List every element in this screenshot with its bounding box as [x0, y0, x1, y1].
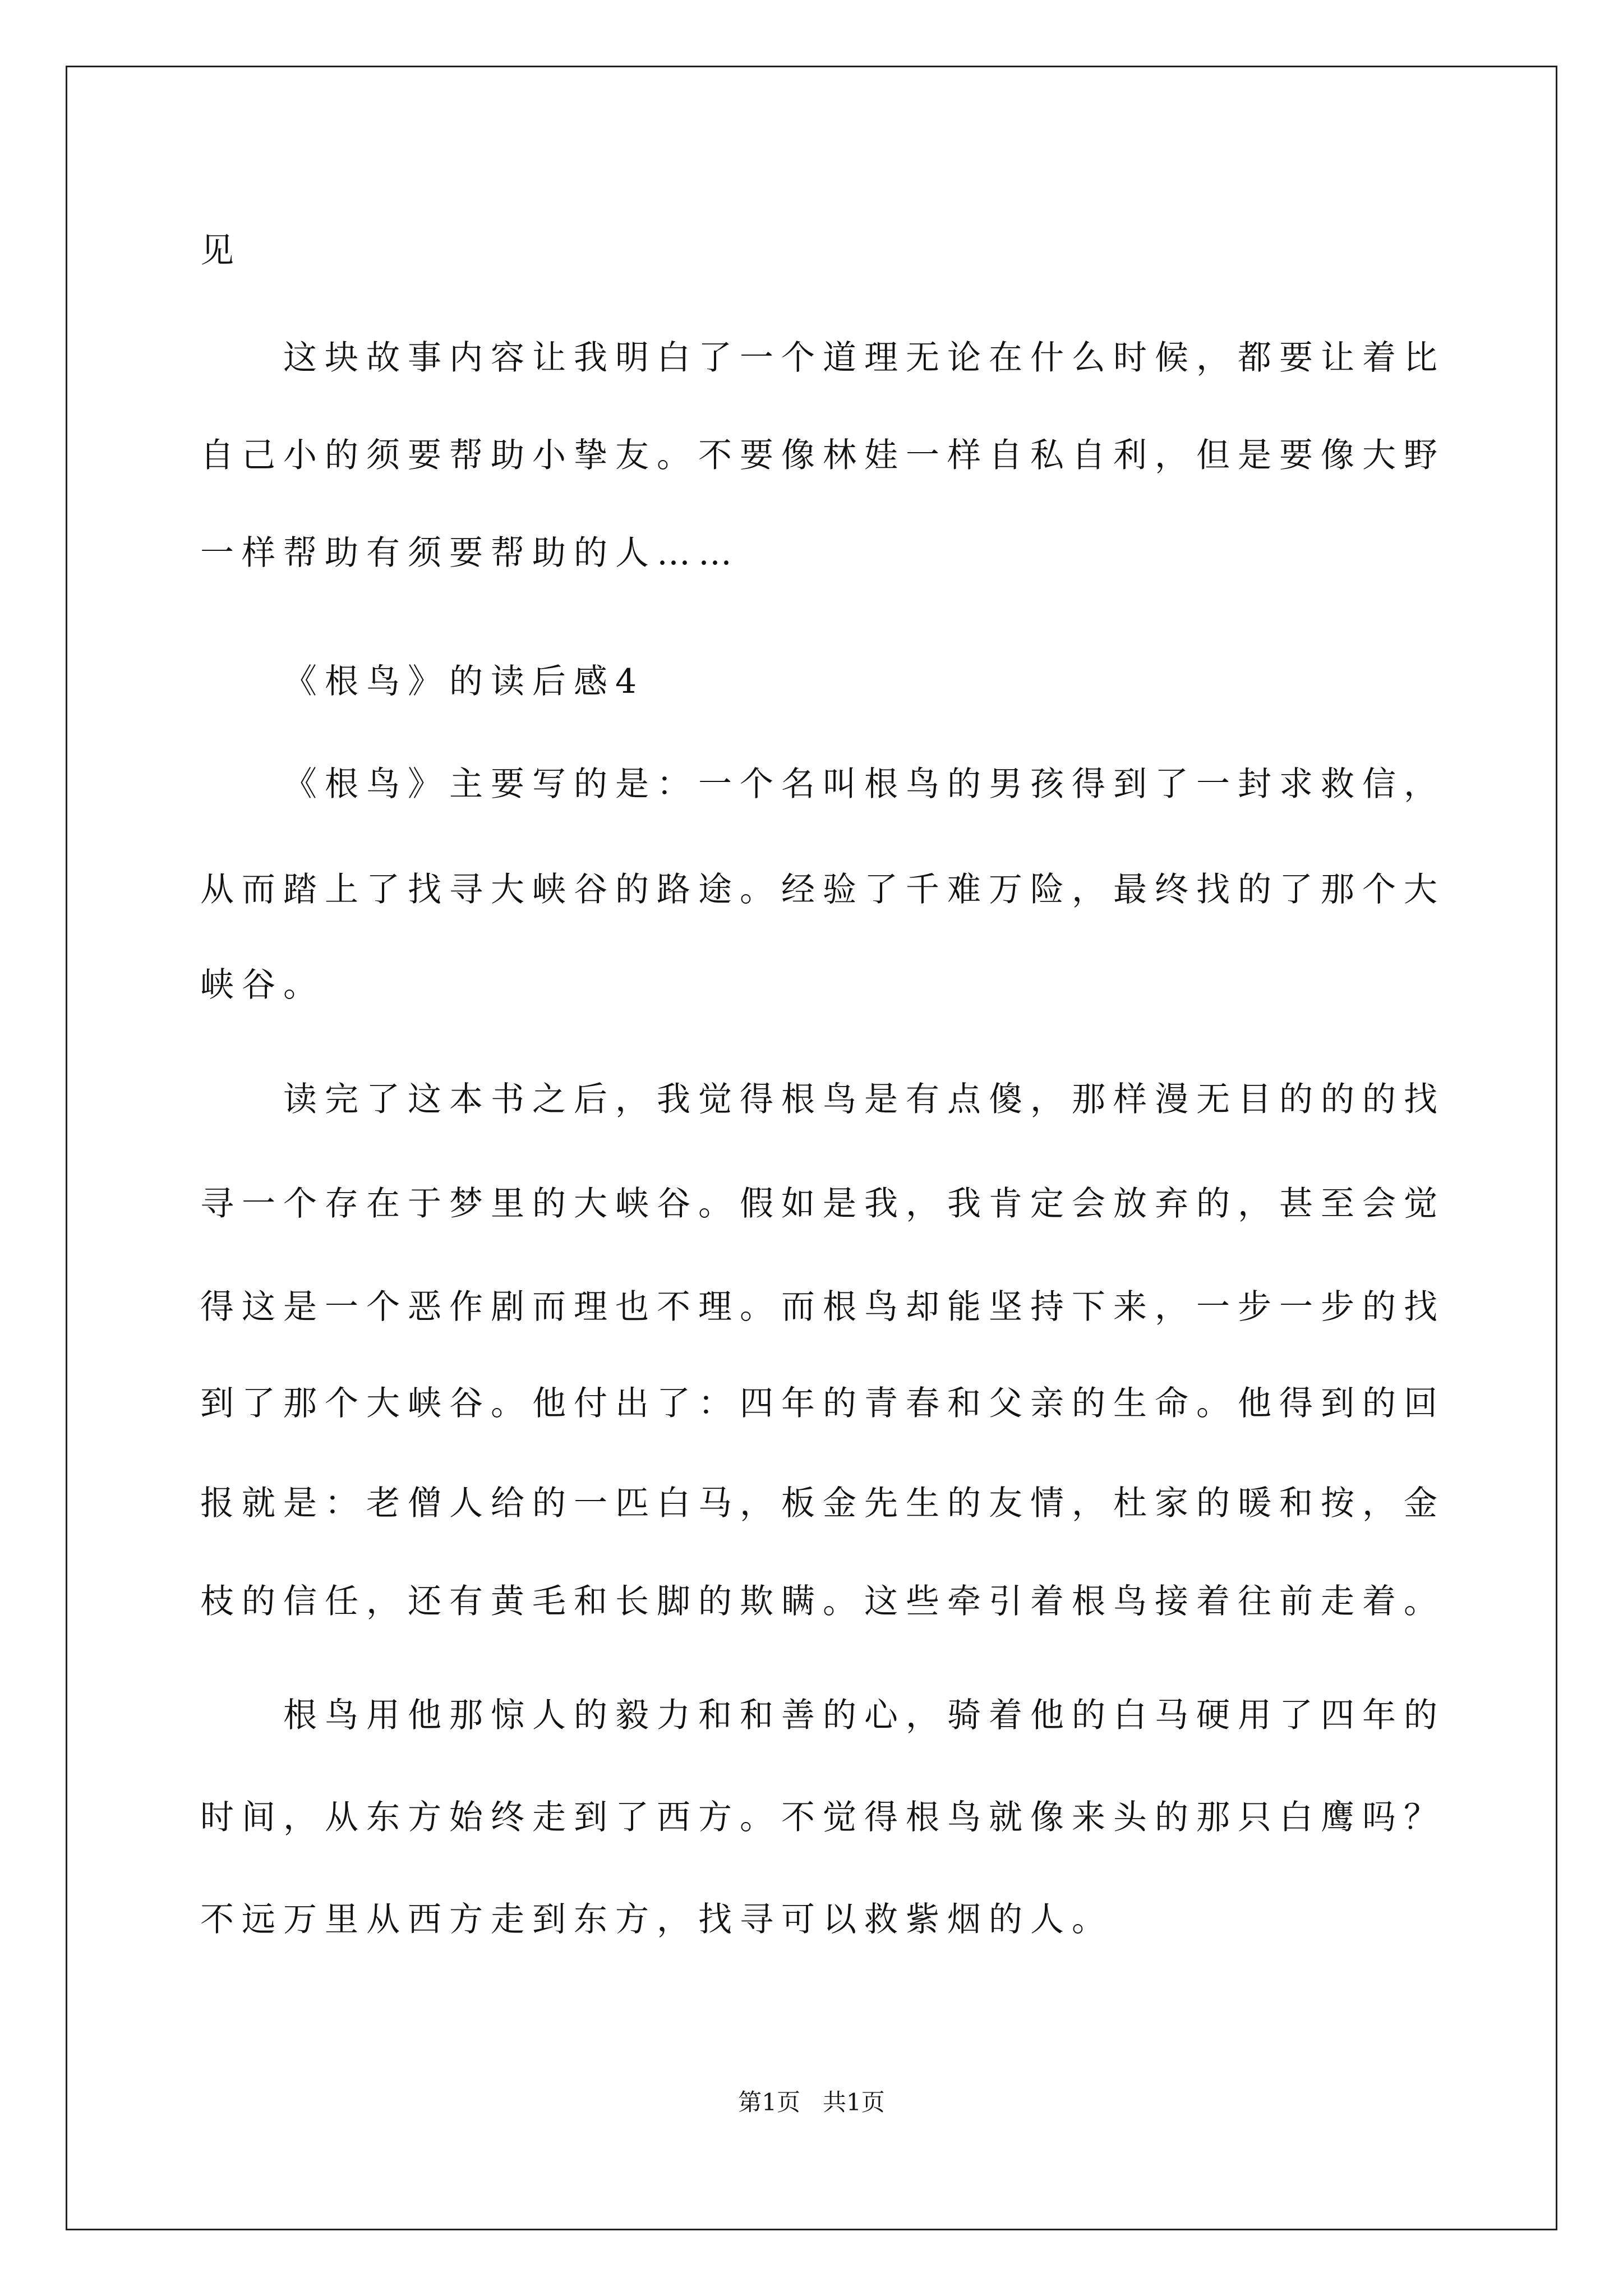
text-line: 枝的信任，还有黄毛和长脚的欺瞒。这些牵引着根鸟接着往前走着。: [200, 1582, 1445, 1621]
text-line: 峡谷。: [200, 965, 325, 1005]
paragraph-line: 《根鸟》主要写的是：一个名叫根鸟的男孩得到了一封求救信，: [283, 765, 1445, 804]
paragraph-line: 这块故事内容让我明白了一个道理无论在什么时候，都要让着比: [283, 338, 1445, 378]
text-line: 时间，从东方始终走到了西方。不觉得根鸟就像来头的那只白鹰吗？: [200, 1798, 1445, 1837]
page-footer: 第1页 共1页: [738, 2088, 885, 2116]
paragraph-line: 根鸟用他那惊人的毅力和和善的心，骑着他的白马硬用了四年的: [283, 1696, 1445, 1735]
text-line: 一样帮助有须要帮助的人……: [200, 533, 740, 573]
text-line: 报就是：老僧人给的一匹白马，板金先生的友情，杜家的暖和按，金: [200, 1484, 1445, 1523]
section-heading: 《根鸟》的读后感4: [283, 662, 645, 701]
text-line: 到了那个大峡谷。他付出了：四年的青春和父亲的生命。他得到的回: [200, 1384, 1445, 1423]
text-line: 不远万里从西方走到东方，找寻可以救紫烟的人。: [200, 1900, 1113, 1939]
paragraph-line: 读完了这本书之后，我觉得根鸟是有点傻，那样漫无目的的的找: [283, 1080, 1445, 1119]
text-line: 寻一个存在于梦里的大峡谷。假如是我，我肯定会放弃的，甚至会觉: [200, 1184, 1445, 1223]
text-line: 得这是一个恶作剧而理也不理。而根鸟却能坚持下来，一步一步的找: [200, 1287, 1445, 1327]
text-line: 从而踏上了找寻大峡谷的路途。经验了千难万险，最终找的了那个大: [200, 870, 1445, 909]
text-line: 自己小的须要帮助小挚友。不要像林娃一样自私自利，但是要像大野: [200, 436, 1445, 475]
text-line: 见: [200, 231, 242, 270]
